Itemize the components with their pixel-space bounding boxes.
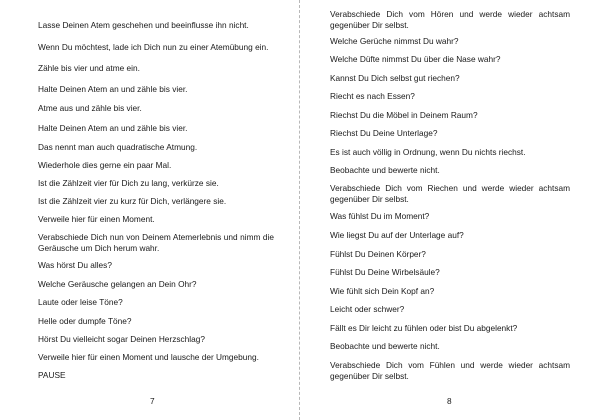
paragraph: Halte Deinen Atem an und zähle bis vier. — [38, 84, 188, 94]
paragraph: Welche Geräusche gelangen an Dein Ohr? — [38, 279, 197, 289]
page-number: 7 — [150, 396, 155, 406]
paragraph: PAUSE — [38, 370, 66, 380]
paragraph: Hörst Du vielleicht sogar Deinen Herzschlag? — [38, 334, 205, 344]
paragraph: Fühlst Du Deine Wirbelsäule? — [330, 267, 440, 277]
paragraph: Ist die Zählzeit vier zu kurz für Dich, verlängere sie. — [38, 196, 227, 206]
paragraph: Wie fühlt sich Dein Kopf an? — [330, 286, 435, 296]
paragraph: Laute oder leise Töne? — [38, 297, 123, 307]
paragraph: Halte Deinen Atem an und zähle bis vier. — [38, 123, 188, 133]
right-page — [302, 0, 600, 420]
paragraph: Zähle bis vier und atme ein. — [38, 63, 140, 73]
paragraph: Welche Gerüche nimmst Du wahr? — [330, 36, 459, 46]
paragraph: Verabschiede Dich vom Riechen und werde wieder achtsam gegenüber Dir selbst. — [330, 183, 570, 204]
paragraph: Verweile hier für einen Moment. — [38, 214, 155, 224]
paragraph: Kannst Du Dich selbst gut riechen? — [330, 73, 460, 83]
page-divider — [299, 0, 300, 420]
paragraph: Riechst Du die Möbel in Deinem Raum? — [330, 110, 478, 120]
paragraph: Was hörst Du alles? — [38, 260, 112, 270]
paragraph: Ist die Zählzeit vier für Dich zu lang, verkürze sie. — [38, 178, 219, 188]
paragraph: Wiederhole dies gerne ein paar Mal. — [38, 160, 172, 170]
paragraph: Lasse Deinen Atem geschehen und beeinflusse ihn nicht. — [38, 20, 249, 30]
paragraph: Atme aus und zähle bis vier. — [38, 103, 142, 113]
paragraph: Wenn Du möchtest, lade ich Dich nun zu einer Atemübung ein. — [38, 42, 269, 52]
paragraph: Das nennt man auch quadratische Atmung. — [38, 142, 198, 152]
paragraph: Verabschiede Dich nun von Deinem Atemerlebnis und nimm die Geräusche um Dich herum wahr. — [38, 232, 274, 253]
paragraph: Welche Düfte nimmst Du über die Nase wahr? — [330, 54, 501, 64]
paragraph: Fühlst Du Deinen Körper? — [330, 249, 426, 259]
paragraph: Riecht es nach Essen? — [330, 91, 415, 101]
left-page — [0, 0, 298, 420]
paragraph: Beobachte und bewerte nicht. — [330, 341, 440, 351]
paragraph: Riechst Du Deine Unterlage? — [330, 128, 438, 138]
paragraph: Verabschiede Dich vom Fühlen und werde wieder achtsam gegenüber Dir selbst. — [330, 360, 570, 381]
paragraph: Wie liegst Du auf der Unterlage auf? — [330, 230, 464, 240]
paragraph: Beobachte und bewerte nicht. — [330, 165, 440, 175]
paragraph: Es ist auch völlig in Ordnung, wenn Du nichts riechst. — [330, 147, 526, 157]
paragraph: Helle oder dumpfe Töne? — [38, 316, 132, 326]
page-number: 8 — [447, 396, 452, 406]
paragraph: Leicht oder schwer? — [330, 304, 405, 314]
paragraph: Verweile hier für einen Moment und lausche der Umgebung. — [38, 352, 259, 362]
paragraph: Verabschiede Dich vom Hören und werde wieder achtsam gegenüber Dir selbst. — [330, 9, 570, 30]
paragraph: Fällt es Dir leicht zu fühlen oder bist Du abgelenkt? — [330, 323, 518, 333]
paragraph: Was fühlst Du im Moment? — [330, 211, 430, 221]
